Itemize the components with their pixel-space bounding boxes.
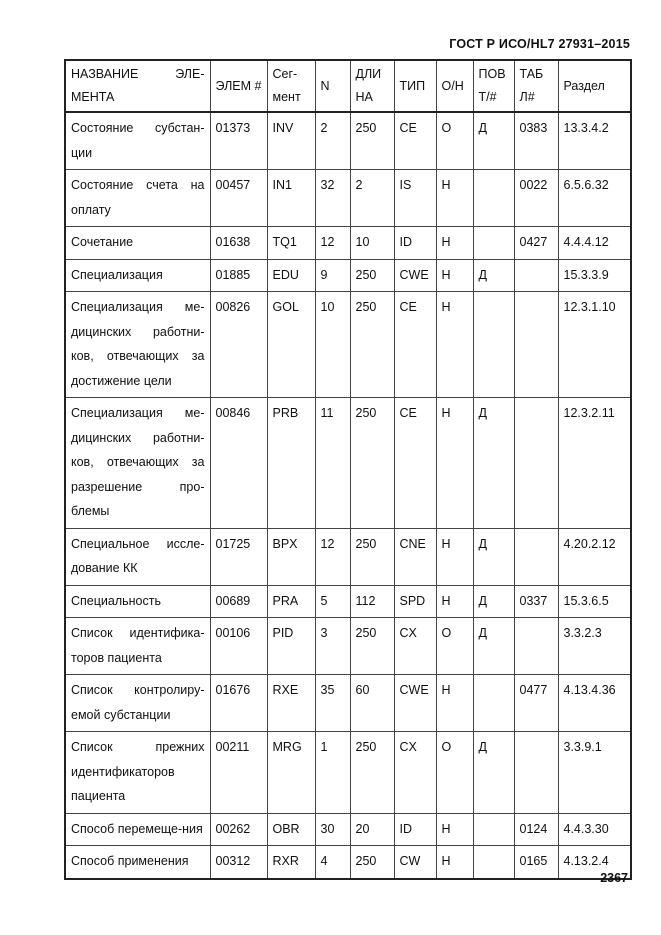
cell-elem: 01638: [210, 227, 267, 260]
cell-type: CWE: [394, 259, 436, 292]
cell-length: 250: [350, 259, 394, 292]
table-row: [65, 259, 631, 292]
cell-tbl: [514, 259, 558, 292]
cell-tbl: [514, 732, 558, 814]
cell-elem: 00689: [210, 585, 267, 618]
cell-length: 250: [350, 528, 394, 585]
cell-length: 250: [350, 732, 394, 814]
cell-segment: PRB: [267, 398, 315, 529]
cell-name: Специальное иссле-дование КК: [65, 528, 210, 585]
cell-section: 3.3.9.1: [558, 732, 631, 814]
cell-section: 4.4.4.12: [558, 227, 631, 260]
cell-name: Сочетание: [65, 227, 210, 260]
cell-section: 4.4.3.30: [558, 813, 631, 846]
cell-rep: [473, 292, 514, 398]
cell-segment: GOL: [267, 292, 315, 398]
cell-section: 13.3.4.2: [558, 112, 631, 170]
cell-rep: [473, 227, 514, 260]
cell-n: 35: [315, 675, 350, 732]
table-row: [65, 528, 631, 585]
cell-segment: OBR: [267, 813, 315, 846]
cell-opt: Н: [436, 259, 473, 292]
column-header-section: Раздел: [558, 60, 631, 112]
cell-elem: 01725: [210, 528, 267, 585]
cell-length: 250: [350, 398, 394, 529]
cell-name: Список контролиру-емой субстанции: [65, 675, 210, 732]
document-standard-header: ГОСТ Р ИСО/HL7 27931–2015: [449, 37, 630, 51]
cell-name: Способ применения: [65, 846, 210, 879]
table-row: [65, 227, 631, 260]
cell-name: Список прежних идентификаторов пациента: [65, 732, 210, 814]
cell-length: 250: [350, 618, 394, 675]
cell-type: CX: [394, 732, 436, 814]
cell-name: Специализация ме-дицинских работни-ков, отвечающих за достижение цели: [65, 292, 210, 398]
cell-name: Список идентифика-торов пациента: [65, 618, 210, 675]
cell-rep: Д: [473, 528, 514, 585]
table-header-row: [65, 60, 631, 112]
cell-rep: Д: [473, 732, 514, 814]
cell-length: 60: [350, 675, 394, 732]
cell-length: 2: [350, 170, 394, 227]
cell-opt: О: [436, 112, 473, 170]
cell-type: ID: [394, 813, 436, 846]
cell-length: 20: [350, 813, 394, 846]
table-row: [65, 618, 631, 675]
cell-section: 12.3.2.11: [558, 398, 631, 529]
cell-tbl: [514, 292, 558, 398]
table-row: [65, 112, 631, 170]
column-header-opt: О/Н: [436, 60, 473, 112]
cell-tbl: 0427: [514, 227, 558, 260]
cell-segment: RXR: [267, 846, 315, 879]
cell-type: CE: [394, 112, 436, 170]
cell-rep: [473, 846, 514, 879]
cell-segment: MRG: [267, 732, 315, 814]
cell-segment: PID: [267, 618, 315, 675]
cell-type: ID: [394, 227, 436, 260]
cell-length: 250: [350, 846, 394, 879]
cell-opt: Н: [436, 846, 473, 879]
cell-n: 11: [315, 398, 350, 529]
cell-name: Состояние субстан-ции: [65, 112, 210, 170]
cell-type: CX: [394, 618, 436, 675]
cell-section: 15.3.3.9: [558, 259, 631, 292]
cell-rep: Д: [473, 618, 514, 675]
column-header-n: N: [315, 60, 350, 112]
cell-opt: Н: [436, 227, 473, 260]
cell-tbl: [514, 528, 558, 585]
cell-opt: Н: [436, 585, 473, 618]
cell-rep: [473, 675, 514, 732]
cell-length: 250: [350, 112, 394, 170]
cell-segment: PRA: [267, 585, 315, 618]
cell-length: 250: [350, 292, 394, 398]
cell-n: 32: [315, 170, 350, 227]
column-header-name: НАЗВАНИЕ ЭЛЕ-МЕНТА: [65, 60, 210, 112]
cell-elem: 00457: [210, 170, 267, 227]
cell-type: CNE: [394, 528, 436, 585]
cell-section: 4.13.2.4: [558, 846, 631, 879]
cell-n: 1: [315, 732, 350, 814]
cell-elem: 00312: [210, 846, 267, 879]
cell-type: CW: [394, 846, 436, 879]
cell-segment: INV: [267, 112, 315, 170]
cell-name: Состояние счета на оплату: [65, 170, 210, 227]
cell-section: 4.13.4.36: [558, 675, 631, 732]
cell-segment: RXE: [267, 675, 315, 732]
table-row: [65, 585, 631, 618]
cell-segment: TQ1: [267, 227, 315, 260]
cell-opt: Н: [436, 292, 473, 398]
data-elements-table: [64, 59, 632, 880]
table-row: [65, 398, 631, 529]
cell-length: 112: [350, 585, 394, 618]
cell-segment: EDU: [267, 259, 315, 292]
cell-type: CE: [394, 398, 436, 529]
column-header-length: ДЛИ НА: [350, 60, 394, 112]
cell-tbl: 0124: [514, 813, 558, 846]
cell-name: Специальность: [65, 585, 210, 618]
cell-n: 4: [315, 846, 350, 879]
cell-tbl: 0383: [514, 112, 558, 170]
column-header-tbl: ТАБ Л#: [514, 60, 558, 112]
table-row: [65, 846, 631, 879]
cell-elem: 00262: [210, 813, 267, 846]
cell-opt: Н: [436, 675, 473, 732]
cell-type: SPD: [394, 585, 436, 618]
column-header-type: ТИП: [394, 60, 436, 112]
cell-name: Специализация: [65, 259, 210, 292]
cell-rep: [473, 813, 514, 846]
cell-type: IS: [394, 170, 436, 227]
cell-section: 3.3.2.3: [558, 618, 631, 675]
cell-opt: О: [436, 732, 473, 814]
cell-segment: BPX: [267, 528, 315, 585]
cell-segment: IN1: [267, 170, 315, 227]
cell-n: 3: [315, 618, 350, 675]
cell-rep: [473, 170, 514, 227]
table-row: [65, 170, 631, 227]
cell-length: 10: [350, 227, 394, 260]
cell-type: CWE: [394, 675, 436, 732]
cell-elem: 00106: [210, 618, 267, 675]
column-header-rep: ПОВ Т/#: [473, 60, 514, 112]
cell-section: 15.3.6.5: [558, 585, 631, 618]
cell-opt: Н: [436, 813, 473, 846]
table-row: [65, 675, 631, 732]
cell-elem: 00826: [210, 292, 267, 398]
cell-rep: Д: [473, 112, 514, 170]
cell-elem: 00211: [210, 732, 267, 814]
cell-opt: Н: [436, 528, 473, 585]
cell-rep: Д: [473, 259, 514, 292]
cell-opt: Н: [436, 170, 473, 227]
cell-elem: 01373: [210, 112, 267, 170]
column-header-elem: ЭЛЕМ #: [210, 60, 267, 112]
cell-n: 10: [315, 292, 350, 398]
cell-tbl: [514, 398, 558, 529]
page-number: 2367: [600, 871, 628, 885]
cell-section: 6.5.6.32: [558, 170, 631, 227]
cell-name: Способ перемеще-ния: [65, 813, 210, 846]
table-row: [65, 732, 631, 814]
cell-rep: Д: [473, 398, 514, 529]
cell-tbl: 0477: [514, 675, 558, 732]
cell-elem: 01885: [210, 259, 267, 292]
cell-tbl: 0337: [514, 585, 558, 618]
cell-tbl: [514, 618, 558, 675]
cell-section: 4.20.2.12: [558, 528, 631, 585]
cell-section: 12.3.1.10: [558, 292, 631, 398]
cell-name: Специализация ме-дицинских работни-ков, отвечающих за разрешение про-блемы: [65, 398, 210, 529]
table-row: [65, 813, 631, 846]
cell-n: 2: [315, 112, 350, 170]
cell-elem: 01676: [210, 675, 267, 732]
cell-opt: О: [436, 618, 473, 675]
cell-elem: 00846: [210, 398, 267, 529]
cell-n: 12: [315, 528, 350, 585]
cell-opt: Н: [436, 398, 473, 529]
cell-type: CE: [394, 292, 436, 398]
table-row: [65, 292, 631, 398]
cell-rep: Д: [473, 585, 514, 618]
cell-tbl: 0022: [514, 170, 558, 227]
cell-n: 12: [315, 227, 350, 260]
cell-n: 30: [315, 813, 350, 846]
cell-n: 5: [315, 585, 350, 618]
column-header-segment: Сег-мент: [267, 60, 315, 112]
cell-n: 9: [315, 259, 350, 292]
cell-tbl: 0165: [514, 846, 558, 879]
